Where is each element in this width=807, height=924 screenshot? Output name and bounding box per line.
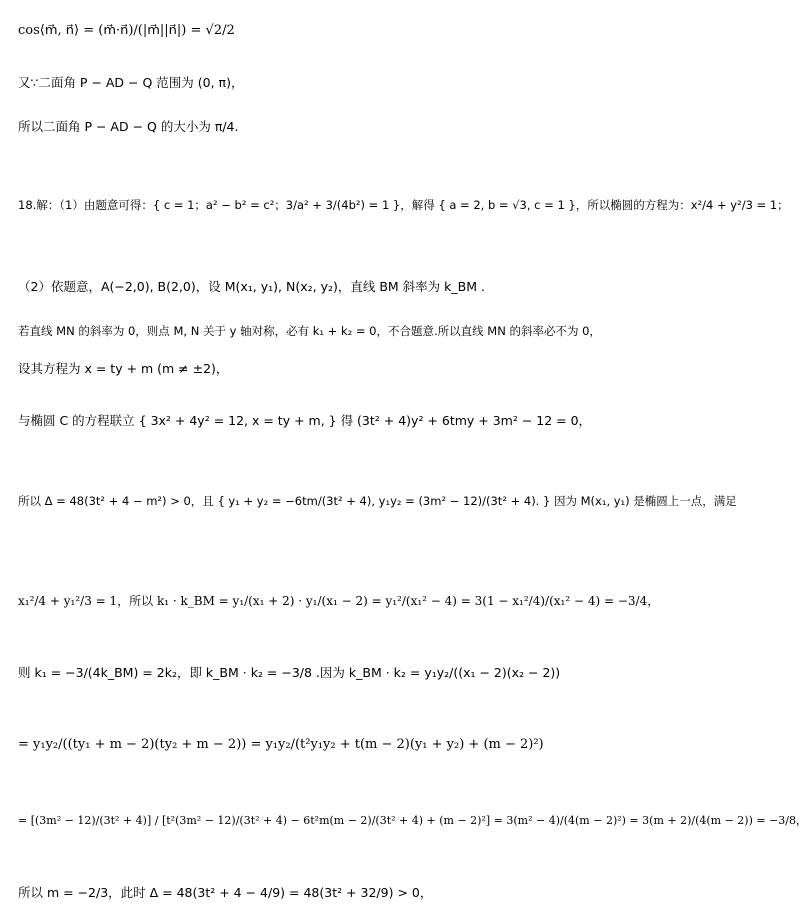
text-line-equation: 设其方程为 x = ty + m (m ≠ ±2)，: [18, 361, 229, 376]
formula-final-ratio: = [(3m² − 12)/(3t² + 4)] / [t²(3m² − 12)/(3t² + 4) − 6t²m(m − 2)/(3t² + 4) + (m − 2)²] = 3(m² − 4)/(4(m − 2)²) = 3(m + 2)/(4(m − 2)) = −3/8，: [18, 814, 807, 827]
text-m-value: 所以 m = −2/3，此时 Δ = 48(3t² + 4 − 4/9) = 48(3t² + 32/9) > 0，: [18, 885, 433, 900]
text-discriminant-vieta: 所以 Δ = 48(3t² + 4 − m²) > 0，且 { y₁ + y₂ = −6tm/(3t² + 4), y₁y₂ = (3m² − 12)/(3t² + 4). } 因为 M(x₁, y₁) 是椭圆上一点，满足: [18, 494, 737, 508]
text-q18-part2-setup: （2）依题意，A(−2,0), B(2,0)，设 M(x₁, y₁), N(x₂, y₂)，直线 BM 斜率为 k_BM .: [18, 279, 485, 294]
text-dihedral-range: 又∵二面角 P − AD − Q 范围为 (0, π)，: [18, 75, 244, 90]
formula-product-expansion: = y₁y₂/((ty₁ + m − 2)(ty₂ + m − 2)) = y₁y₂/(t²y₁y₂ + t(m − 2)(y₁ + y₂) + (m − 2)²): [18, 737, 544, 752]
formula-cos-angle: cos⟨m⃗, n⃗⟩ = (m⃗·n⃗)/(|m⃗||n⃗|) = √2/2: [18, 23, 235, 38]
text-dihedral-size: 所以二面角 P − AD − Q 的大小为 π/4.: [18, 119, 239, 134]
text-q18-part1: 18.解：（1）由题意可得：{ c = 1；a² − b² = c²；3/a² + 3/(4b²) = 1 }，解得 { a = 2, b = √3, c = 1 }，所以椭圆的方程为：x²/4 + y²/3 = 1；: [18, 198, 789, 212]
text-slope-zero-case: 若直线 MN 的斜率为 0，则点 M, N 关于 y 轴对称，必有 k₁ + k₂ = 0，不合题意.所以直线 MN 的斜率必不为 0，: [18, 324, 601, 338]
text-k1-relation: 则 k₁ = −3/(4k_BM) = 2k₂，即 k_BM · k₂ = −3/8 .因为 k_BM · k₂ = y₁y₂/((x₁ − 2)(x₂ − 2)): [18, 665, 561, 680]
formula-k1-kbm: x₁²/4 + y₁²/3 = 1，所以 k₁ · k_BM = y₁/(x₁ + 2) · y₁/(x₁ − 2) = y₁²/(x₁² − 4) = 3(1 − x₁²/4)/(x₁² − 4) = −3/4，: [18, 594, 660, 608]
text-system-ellipse: 与椭圆 C 的方程联立 { 3x² + 4y² = 12, x = ty + m, } 得 (3t² + 4)y² + 6tmy + 3m² − 12 = 0，: [18, 413, 592, 428]
